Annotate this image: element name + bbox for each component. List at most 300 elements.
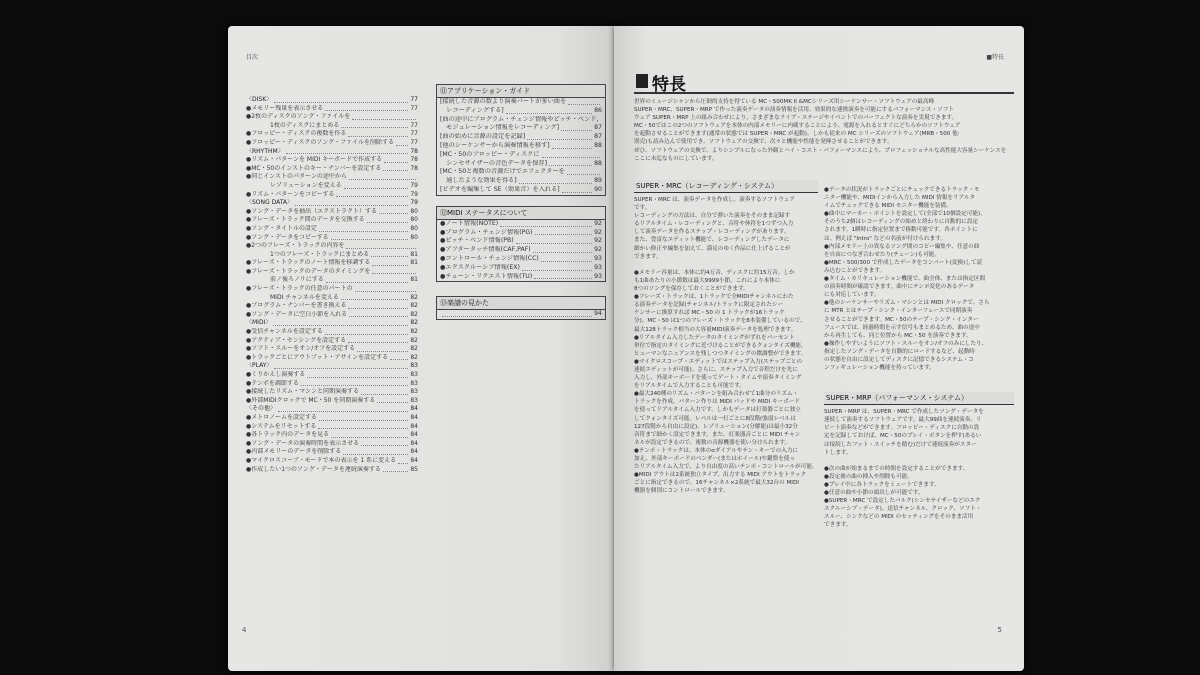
- guide-item-label: モジュレーション情報をレコーディング]: [440, 124, 559, 132]
- toc-entry: [246, 216, 418, 225]
- body-line: されます。1瞬時に指定位置まで移動可能です。各ポイントに: [824, 227, 978, 234]
- toc-entry-page: 84: [410, 439, 418, 447]
- body-line: してクォンタイズ可能。レベルは一打ごとに8段階(強弱レベルは: [634, 415, 796, 422]
- right-page-number: 5: [997, 626, 1002, 634]
- toc-entry-page: 83: [410, 379, 418, 387]
- guide-section: [436, 206, 606, 283]
- body-line: ネルが設定できるので、複数の音源機器を使い分けられます。: [634, 439, 791, 446]
- toc-entry: [246, 259, 418, 268]
- body-line: 機器を個別にコントロールできます。: [634, 488, 729, 495]
- toc-entry-page: 83: [410, 388, 418, 396]
- body-line: たリアルタイム入力で、より自由度の高いテンポ・コントロールが可能。: [634, 464, 818, 471]
- toc-entry: [246, 457, 418, 466]
- toc-entry: [246, 380, 418, 389]
- toc-leader-dots: [286, 148, 409, 155]
- body-line: ●マイクロスコープ・エディットではステップ入力(ステップごとの: [634, 358, 803, 365]
- toc-leader-dots: [331, 234, 409, 241]
- guide-item: [437, 107, 605, 116]
- body-line: ●MIDI アウトは2系統独立タイプ。出力する MIDI アウトをトラック: [634, 472, 807, 479]
- toc-entry: [246, 285, 418, 294]
- guide-item: [437, 177, 605, 186]
- toc-entry: [246, 208, 418, 217]
- toc-entry-label: ●リズム・パターンをコピーする: [246, 190, 335, 198]
- toc-leader-dots: [274, 362, 408, 369]
- intro-line: ウェア SUPER・MRP 上の組み合わせにより、さまざまなライブ・ステージやイベントでのパーフェクトな演奏を実現できます。: [634, 115, 958, 122]
- body-line: ●次の曲が始まるまでの時間を設定することができます。: [824, 465, 969, 472]
- body-line: ●リアルタイム入力したデータのタイミングがずれをパーセント: [634, 334, 795, 341]
- intro-line: を起動させることができます(通常の状態では SUPER・MRC が起動)。しかも従来の MC シリーズのソフトウェア(MRB・500 他:: [634, 131, 960, 138]
- toc-entry-label: ●外部MIDIクロックで MC・50 を同期演奏する: [246, 396, 376, 404]
- guide-item-label: シンセサイザーの音色データを保存]: [440, 159, 548, 167]
- body-line: させることができます。MC・50のテープ・シンク・インター: [824, 316, 979, 323]
- intro-line: ここに未迄なものにしています。: [634, 155, 718, 162]
- toc-entry: [246, 294, 418, 303]
- toc-entry: [246, 105, 418, 114]
- guide-item: [437, 220, 605, 229]
- guide-item-label: 通したような効果を得る]: [440, 177, 517, 185]
- toc-entry: [246, 405, 418, 414]
- guide-leader-dots: [534, 273, 592, 280]
- toc-entry-page: 82: [410, 328, 418, 336]
- toc-entry: [246, 96, 418, 105]
- body-line: の演奏時間が確認できます。曲中にテンポ変化のあるデータ: [824, 284, 975, 291]
- toc-entry-label: ●2つのフレーズ・トラックの内容を: [246, 242, 345, 250]
- guide-section-heading: ⑫MIDI ステータスについて: [437, 207, 605, 220]
- toc-entry: [246, 423, 418, 432]
- body-line: をリアルタイムで入力することも可能です。: [634, 383, 745, 390]
- guide-item: [437, 116, 605, 125]
- guide-leader-dots: [541, 255, 592, 262]
- body-line: イムでチェックできる MIDI モニター機能を装備。: [824, 203, 952, 210]
- guide-item-page: 94: [594, 310, 602, 318]
- body-line: [634, 261, 818, 269]
- body-line: ンフィギュレーション機能を持っています。: [824, 365, 935, 372]
- toc-entry-label: ●ソフト・スルーをオン/オフを設定する: [246, 345, 356, 353]
- guide-leader-dots: [533, 246, 592, 253]
- toc-entry-page: 81: [410, 250, 418, 258]
- body-line: 音符まで細かく設定できます。また、打楽器音ごとに MIDI チャン: [634, 431, 801, 438]
- guide-item-page: 88: [594, 141, 602, 149]
- guide-item: [437, 237, 605, 246]
- toc-entry-page: 77: [410, 96, 418, 103]
- title-square-icon: [636, 74, 648, 88]
- toc-leader-dots: [349, 173, 416, 180]
- toc-entry-label: 〈PLAY〉: [246, 362, 273, 370]
- body-line: ●SUPER・MRC で設定したバルク(シンセサイザーなどのエク: [824, 498, 981, 505]
- guide-item-page: 89: [594, 177, 602, 185]
- left-page-header: 目次: [246, 54, 259, 61]
- toc-leader-dots: [377, 397, 408, 404]
- toc-leader-dots: [346, 242, 416, 249]
- toc-leader-dots: [318, 423, 408, 430]
- guide-item: [437, 98, 605, 107]
- toc-entry-label: ●ソング・データをコピーする: [246, 233, 329, 241]
- body-line: です。: [634, 205, 651, 212]
- toc-entry-label: 〈RHYTHM〉: [246, 147, 284, 155]
- toc-entry: [246, 388, 418, 397]
- body-line: また、豊富なエディット機能で、レコーディングしたデータに: [634, 237, 790, 244]
- right-page-header: ■特長: [986, 54, 1004, 61]
- guide-leader-dots: [506, 107, 592, 114]
- guide-item-label: ●アフタータッチ情報(CAF,PAF): [440, 246, 531, 254]
- guide-item: [437, 168, 605, 177]
- toc-entry-label: ●アクティブ・センシングを設定する: [246, 336, 347, 344]
- guide-item-page: 87: [594, 124, 602, 132]
- toc-entry: [246, 414, 418, 423]
- guide-section: [436, 296, 606, 320]
- guide-item: [437, 151, 605, 160]
- toc-leader-dots: [319, 414, 408, 421]
- toc-leader-dots: [325, 328, 408, 335]
- toc-entry-page: 83: [410, 371, 418, 378]
- guide-item-page: 92: [594, 237, 602, 245]
- toc-entry-page: 82: [410, 293, 418, 301]
- toc-entry-label: ●メトロノームを設定する: [246, 413, 318, 421]
- body-line: 定を記録しておけば、MC・50のプレイ・ボタンを押す(あるい: [824, 433, 982, 440]
- intro-line: ぜひ、ソフトウェアの交換で、よりシンプルになった外観とハイ・コスト・パフォーマンスにより、プロフェッショナルな高性能大容量シーケンスを: [634, 147, 1007, 154]
- guide-leader-dots: [542, 151, 600, 158]
- toc-entry-label: ●システムをリセットする: [246, 422, 317, 430]
- toc-entry-label: ●フレーズ・トラックの任意のパートの: [246, 285, 353, 293]
- body-line: ●タイム・カリキュレーション機能で、曲全体、または指定区間: [824, 276, 986, 283]
- toc-entry-page: 78: [410, 164, 418, 172]
- guide-leader-dots: [519, 177, 592, 184]
- body-line: ケンサーに換算すれば MC・50 の 1 トラックが16トラック: [634, 310, 785, 317]
- body-line: 分)。MC・50 は1つのフレーズ・トラックを8本装備しているので、: [634, 318, 806, 325]
- toc-entry: [246, 311, 418, 320]
- toc-entry-label: 1枚のディスクにまとめる: [270, 121, 340, 129]
- toc-entry-label: MIDI チャンネルを変える: [270, 293, 339, 301]
- body-line: ●操作しやすいようにソフト・スルーをオン/オフのみにしたり、: [824, 340, 988, 347]
- guide-item-label: ●コントロール・チェンジ情報(CC): [440, 254, 539, 262]
- guide-leader-dots: [500, 220, 592, 227]
- body-line: を自由につなぎ合わせたり(チェーン)も可能。: [824, 251, 940, 258]
- body-line: ごとに指定できるので、16チャンネル×2系統で最大32台の MIDI: [634, 480, 799, 487]
- toc-entry-page: 82: [410, 310, 418, 318]
- toc-entry-page: 77: [410, 138, 418, 146]
- toc-entry: [246, 225, 418, 234]
- toc-entry-label: ●内部メモリーのデータを削除する: [246, 448, 342, 456]
- body-line: 加え、外部キーボードのベンダー(またはホイール)や鍵盤を使っ: [634, 456, 795, 462]
- body-line: み込むことができます。: [824, 267, 886, 274]
- toc-entry-page: 80: [410, 224, 418, 232]
- toc-entry-label: ●マイクロスコープ・モードで本の表示を 1 系に変える: [246, 456, 397, 464]
- column-heading: SUPER・MRC（レコーディング・システム）: [634, 180, 818, 193]
- toc-entry: [246, 156, 418, 165]
- body-line: レコーディングの方法は、自分で弾いた演奏をそのまま記録す: [634, 213, 791, 220]
- toc-leader-dots: [372, 259, 408, 266]
- toc-entry-page: 80: [410, 207, 418, 215]
- intro-text: [634, 98, 1014, 163]
- body-line: ●MRC・500/300 で作成したデータをコンバート(変換)して読: [824, 259, 983, 266]
- toc-entry-page: 84: [410, 456, 418, 464]
- guide-item-page: 87: [594, 133, 602, 141]
- guide-leader-dots: [562, 186, 592, 193]
- toc-leader-dots: [352, 113, 416, 120]
- toc-entry-label: ●くりかえし演奏する: [246, 371, 306, 378]
- toc-entry-page: 79: [410, 181, 418, 189]
- toc-entry-page: 84: [410, 448, 418, 456]
- left-page-number: 4: [242, 626, 247, 634]
- guide-item: [437, 310, 605, 319]
- body-line: 8つのソングを保存しておくことができます。: [634, 286, 749, 293]
- body-line: できます。: [824, 522, 852, 529]
- guide-item-page: 90: [594, 185, 602, 193]
- toc-leader-dots: [278, 405, 408, 412]
- toc-entry-label: ●ソング・データの演奏時間を表示させる: [246, 439, 360, 447]
- body-line: に MTR とはテープ・シンク・インターフェースで同期演奏: [824, 308, 973, 315]
- toc-entry-label: ●プログラム・ナンバーを書き換える: [246, 302, 347, 310]
- toc-entry-label: ●フレーズ・トラックのノート情報を移調する: [246, 259, 371, 267]
- toc-leader-dots: [371, 251, 408, 258]
- toc-leader-dots: [336, 191, 408, 198]
- toc-leader-dots: [372, 268, 416, 275]
- toc-leader-dots: [348, 130, 408, 137]
- toc-entry: [246, 466, 418, 475]
- toc-list: [246, 96, 418, 474]
- body-line: スルー、シンクなどの MIDI のセッティングをそのまま活用: [824, 514, 974, 521]
- toc-leader-dots: [274, 96, 408, 103]
- toc-entry-page: 79: [410, 199, 418, 207]
- toc-entry: [246, 130, 418, 139]
- guide-item-label: レコーディングする]: [440, 106, 504, 114]
- guide-item-label: ●プログラム・チェンジ情報(PG): [440, 228, 533, 236]
- toc-leader-dots: [357, 345, 408, 352]
- guide-leader-dots: [516, 237, 592, 244]
- body-line: ピート演奏などができます。フロッピー・ディスクに自動の設: [824, 425, 980, 432]
- toc-entry-label: ●ソング・データを抽出（エクストラクト）する: [246, 207, 378, 215]
- guide-item-label: ●ピッチ・ベンド情報(PB): [440, 237, 514, 245]
- toc-entry: [246, 268, 418, 277]
- body-line: [824, 457, 1014, 465]
- body-line: 細かい修正や編集を加えて、満足のゆく作品に仕上げることが: [634, 245, 791, 252]
- body-line: 127段階から自由に設定)。レゾリューション(分解能)は最小32分: [634, 423, 798, 430]
- body-line: 最大128トラック相当の大容量MIDI演奏データを処理できます。: [634, 326, 797, 333]
- toc-entry-label: 〈SONG DATA〉: [246, 199, 294, 207]
- guide-item: [437, 246, 605, 255]
- toc-leader-dots: [341, 294, 408, 301]
- guide-leader-dots: [522, 264, 592, 271]
- toc-entry: [246, 182, 418, 191]
- toc-leader-dots: [343, 448, 408, 455]
- toc-leader-dots: [326, 276, 409, 283]
- guide-leader-dots: [535, 229, 593, 236]
- toc-entry: [246, 113, 418, 122]
- intro-line: 世界のミュージシャンから圧倒的支持を得ている MC・500MK II &MCシリーズ用シーケンサー・ソフトウェアの最高峰: [634, 99, 935, 105]
- toc-entry-label: ●受信チャンネルを設定する: [246, 328, 323, 336]
- toc-entry-label: ●作成したい1つのソング・データを連続演奏する: [246, 465, 381, 473]
- body-line: も1曲あたりの小節数は最大9999小節。これにより本体に: [634, 277, 781, 284]
- toc-entry-label: ●2枚のディスクのソング・ファイルを: [246, 113, 351, 121]
- body-line: 指定したソング・データを自動的にロードするなど、起動時: [824, 348, 975, 355]
- toc-entry-label: 〈DISK〉: [246, 96, 273, 103]
- toc-entry-label: ●テンポを調節する: [246, 379, 299, 387]
- body-line: は、例えば "Intro" などの名前が付けられます。: [824, 235, 946, 242]
- toc-entry: [246, 276, 418, 285]
- toc-entry-label: ●リズム・パターンを MIDI キーボードで作成する: [246, 156, 383, 164]
- guide-item-label: [MC・50と複数の音源だけでエフェクターを: [440, 168, 565, 176]
- guide-list: [436, 84, 606, 324]
- body-line: ヒューマンなニュアンスを残しつつタイミングの微調整ができます。: [634, 350, 807, 357]
- intro-line: 別売)も読み込んで使用でき、ソフトウェアの交換で、次々と機能や性能を発揮させることができます。: [634, 139, 893, 146]
- body-line: ●最大240種のリズム・パターンを組み合わせて1曲分のリズム・: [634, 391, 799, 398]
- guide-leader-dots: [561, 124, 592, 131]
- toc-entry-label: 〈その他〉: [246, 405, 277, 413]
- guide-item: [437, 255, 605, 264]
- toc-entry: [246, 448, 418, 457]
- toc-entry: [246, 354, 418, 363]
- recording-system-column: [634, 176, 818, 495]
- toc-entry-page: 83: [410, 362, 418, 370]
- intro-line: MC・50ではこの2つのソフトウェアを本体の内部メモリーに内蔵することにより、電源を入れるとすぐにどちらかのソフトウェア: [634, 123, 961, 130]
- toc-leader-dots: [273, 319, 408, 326]
- body-line: SUPER・MRC は、演奏データを作成し、演奏するソフトウェア: [634, 197, 795, 203]
- guide-item-label: ●エクスクルーシブ情報(EX): [440, 263, 520, 271]
- toc-entry-label: ●フレーズ・トラック間のデータを交換する: [246, 216, 365, 224]
- toc-entry-label: ●フレーズ・トラックのデータのタイミングを: [246, 267, 371, 275]
- toc-entry-label: レゾリューションを変える: [270, 181, 342, 189]
- guide-item-label: ●ノート情報(NOTE): [440, 219, 499, 227]
- toc-entry-page: 84: [410, 405, 418, 413]
- left-page: [228, 26, 614, 671]
- guide-item-label: ●チューン・リクエスト情報(TU): [440, 272, 533, 280]
- guide-leader-dots: [442, 310, 592, 317]
- body-line: ●内部メモリー上の異なるソング間のコピー編集や、任意の曲: [824, 243, 980, 250]
- toc-entry: [246, 362, 418, 371]
- toc-entry: [246, 165, 418, 174]
- toc-leader-dots: [367, 216, 409, 223]
- toc-entry-label: ●フロッピー・ディスクのソング・ファイルを削除する: [246, 138, 395, 146]
- toc-entry: [246, 139, 418, 148]
- guide-item-page: 92: [594, 246, 602, 254]
- toc-entry-page: 80: [410, 233, 418, 241]
- toc-entry: [246, 397, 418, 406]
- body-line: にも対応しています。: [824, 292, 880, 299]
- body-line: は接続したフット・スイッチを踏む)だけで連続演奏がスター: [824, 441, 977, 448]
- guide-leader-dots: [527, 133, 592, 140]
- toc-leader-dots: [361, 388, 408, 395]
- toc-entry-page: 79: [410, 190, 418, 198]
- toc-entry-label: ●ソング・データに空白小節を入れる: [246, 310, 348, 318]
- toc-leader-dots: [325, 105, 408, 112]
- toc-leader-dots: [384, 156, 408, 163]
- toc-entry-page: 81: [410, 259, 418, 267]
- right-page: [614, 26, 1024, 671]
- section-title-text: 特長: [652, 75, 686, 95]
- body-line: フェースでは、経過時間を示す信号もまとめるため、曲の途中: [824, 324, 980, 331]
- section-title: [634, 70, 1014, 94]
- toc-entry: [246, 199, 418, 208]
- body-line: ●曲中にマーカー・ポイントを設定して(全部で10個設定可能)、: [824, 211, 986, 218]
- body-line: ニター機能や、MIDIインから入力した MIDI 情報をリアルタ: [824, 195, 975, 202]
- guide-item: [437, 229, 605, 238]
- toc-entry: [246, 173, 418, 182]
- toc-entry-page: 81: [410, 276, 418, 284]
- toc-entry: [246, 191, 418, 200]
- toc-entry-label: ●メモリー残量を表示させる: [246, 104, 324, 112]
- body-line: トラックを作成。パターン作りは MIDI パッドや MIDI キーボード: [634, 399, 801, 406]
- body-line: ●設定後の曲の挿入や削除も可能。: [824, 473, 913, 480]
- guide-item-page: 86: [594, 106, 602, 114]
- toc-leader-dots: [307, 371, 408, 378]
- guide-item-label: [ビデオを編集して SE（効果音）を入れる]: [440, 185, 560, 193]
- body-line: る演奏データを記録(チャンネル/トラックに限定されたシー: [634, 302, 784, 309]
- body-line: ●データの状況がトラックごとにチェックできるトラック・モ: [824, 187, 980, 193]
- toc-entry-page: 82: [410, 319, 418, 327]
- toc-entry-label: 1つのフレーズ・トラックにまとめる: [270, 250, 370, 258]
- body-line: できます。: [634, 253, 662, 260]
- toc-leader-dots: [383, 466, 409, 473]
- column-heading: SUPER・MRP（パフォーマンス・システム）: [824, 392, 1014, 405]
- toc-leader-dots: [349, 311, 408, 318]
- toc-entry-page: 84: [410, 422, 418, 430]
- body-line: 連続エディットが可能)。さらに、ステップ入力で音程だけを先に: [634, 366, 798, 373]
- body-line: 単位で指定のタイミングに近づけることができるクォンタイズ機能。: [634, 342, 807, 349]
- toc-entry: [246, 148, 418, 157]
- guide-item: [437, 133, 605, 142]
- toc-entry-page: 77: [410, 104, 418, 112]
- guide-section-heading: ⑬楽譜の見かた: [437, 297, 605, 310]
- toc-entry-page: 78: [410, 147, 418, 155]
- toc-leader-dots: [396, 139, 408, 146]
- guide-item-label: [曲の始めに音源の設定を記録]: [440, 133, 526, 141]
- body-line: して演奏データを作るステップ・レコーディングがあります。: [634, 229, 790, 236]
- body-line: ●フレーズ・トラックは、1トラックで全MIDIチャンネルにわた: [634, 294, 794, 301]
- toc-entry: [246, 371, 418, 380]
- toc-entry-page: 83: [410, 396, 418, 404]
- guide-item-page: 93: [594, 272, 602, 280]
- toc-leader-dots: [331, 431, 408, 438]
- toc-leader-dots: [390, 354, 408, 361]
- toc-entry-label: ●MC・50のインストのキー・ナンバーを設定する: [246, 164, 382, 172]
- toc-entry-page: 82: [410, 302, 418, 310]
- toc-entry-label: ●接続したリズム・マシンと同期演奏する: [246, 388, 359, 396]
- toc-entry: [246, 302, 418, 311]
- toc-entry-label: ●各トラック内のデータを見る: [246, 431, 330, 439]
- guide-item-label: [MC・50のフロッピー・ディスクに: [440, 150, 540, 158]
- toc-entry: [246, 242, 418, 251]
- toc-entry: [246, 122, 418, 131]
- body-line: ●テンポ・トラックは、本体のαダイアルやテン・キーでの入力に: [634, 447, 799, 454]
- toc-leader-dots: [295, 199, 408, 206]
- toc-entry: [246, 319, 418, 328]
- toc-entry-label: ●ソング・タイトルの設定: [246, 224, 317, 232]
- guide-leader-dots: [568, 98, 600, 105]
- toc-entry-page: 77: [410, 130, 418, 138]
- toc-leader-dots: [383, 165, 408, 172]
- toc-leader-dots: [379, 208, 408, 215]
- body-line: ●メモリー容量は、本体に約4万音、ディスクに約15万音。しか: [634, 269, 795, 276]
- body-line: 入力し、外部キーボードを使ってゲート・タイムや演奏タイミング: [634, 375, 802, 382]
- body-line: から再生しても、同じ位置から MC・50 を演奏できます。: [824, 332, 972, 339]
- toc-entry-label: 前ノ後ろノリにする: [270, 276, 324, 284]
- body-line: 連続して演奏するソフトウェアです。最大99曲を連続演奏、リ: [824, 417, 982, 424]
- performance-system-column: [824, 186, 1014, 530]
- body-line: SUPER・MRP は、SUPER・MRC で作成したソング・データを: [824, 409, 984, 416]
- toc-entry: [246, 440, 418, 449]
- guide-item-page: 93: [594, 254, 602, 262]
- toc-leader-dots: [355, 285, 416, 292]
- toc-entry: [246, 345, 418, 354]
- toc-leader-dots: [361, 440, 408, 447]
- guide-item: [437, 273, 605, 282]
- guide-item-page: 93: [594, 263, 602, 271]
- toc-leader-dots: [398, 457, 408, 464]
- toc-entry-page: 82: [410, 336, 418, 344]
- guide-item: [437, 264, 605, 273]
- body-line: ●他のシーケンサーやリズム・マシンとは MIDI クロックで、さら: [824, 300, 990, 307]
- body-line: スクルーシブ・データ)、送信チャンネル、クロック、ソフト・: [824, 506, 982, 513]
